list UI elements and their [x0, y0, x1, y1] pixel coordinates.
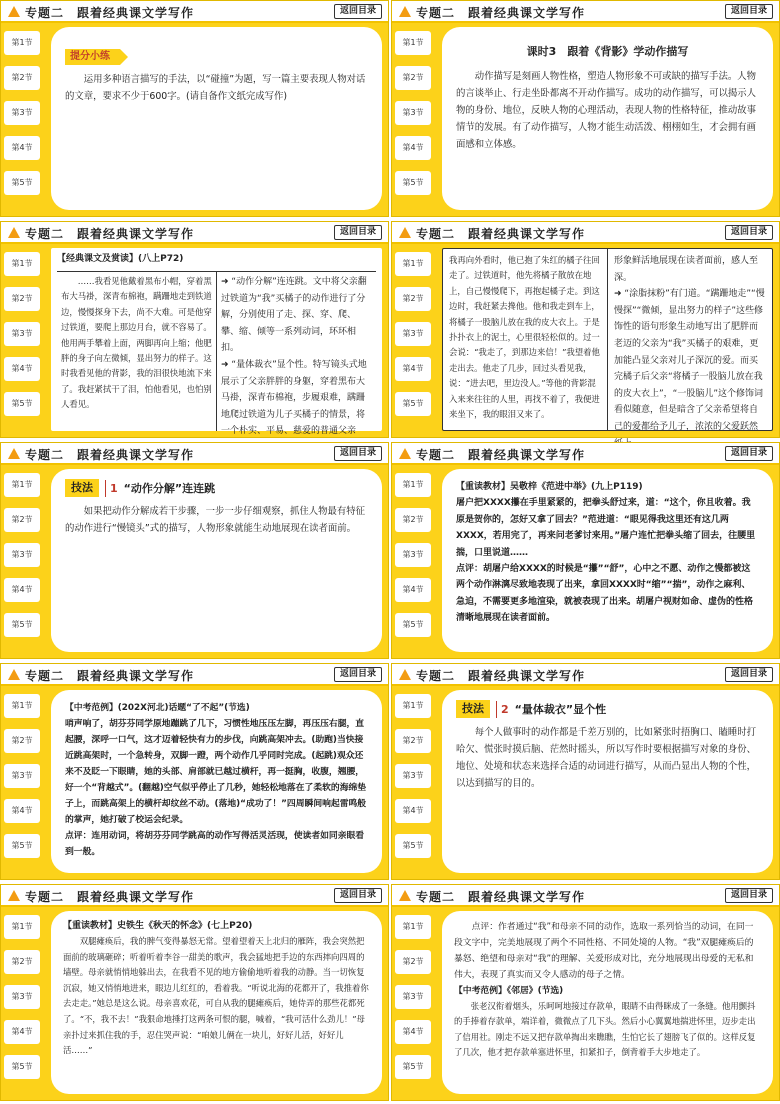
- nav-item-2[interactable]: 第2节: [395, 950, 431, 974]
- section-nav: [4, 31, 40, 195]
- slide-6: [391, 442, 780, 659]
- nav-item-1[interactable]: 第1节: [395, 915, 431, 939]
- nav-item-4[interactable]: 第4节: [4, 799, 40, 823]
- method-text: 如果把动作分解成若干步骤，一步一步仔细观察，抓住人物最有特征的动作进行“慢镜头”式的描写，人物形象就能生动地展现在读者面前。: [65, 506, 366, 534]
- two-column: [57, 271, 376, 437]
- slide-header: [392, 885, 779, 907]
- nav-item-5[interactable]: 第5节: [4, 171, 40, 195]
- nav-item-2[interactable]: 第2节: [4, 66, 40, 90]
- nav-item-4[interactable]: 第4节: [4, 1020, 40, 1044]
- return-button[interactable]: 返回目录: [725, 667, 773, 682]
- nav-item-4[interactable]: 第4节: [4, 357, 40, 381]
- triangle-icon: [8, 890, 20, 901]
- section-heading: 【经典课文及赏读】(八上P72): [57, 254, 184, 264]
- excerpt-text: 我再向外看时，他已抱了朱红的橘子往回走了。过铁道时，他先将橘子散放在地上，自己慢慢爬下，再抱起橘子走。到这边时，我赶紧去搀他。他和我走到车上，将橘子一股脑儿放在我的皮大衣上。于是扑扑衣上的泥土，心里很轻松似的。过一会说：“我走了，到那边来信！”我望着他走出去。他走了几步，回过头看见我，说：“进去吧，里边没人。”等他的背影混入来来往往的人里，再找不着了，我便进来坐下，我的眼泪又来了。: [449, 255, 600, 420]
- section-nav: [395, 252, 431, 416]
- method-number: 1: [105, 480, 118, 497]
- practice-text: 运用多种语言描写的手法，以“碰撞”为题，写一篇主要表现人物对话的文章，要求不少于600字。(请自备作文纸完成写作): [65, 74, 366, 102]
- section-nav: [395, 31, 431, 195]
- comment-text: 点评：胡屠户给XXXX的时候是“攥”“舒”，心中之不愿、动作之慢都被这两个动作淋漓尽致地表现了出来，拿回XXXX时“缩”“揣”，动作之麻利、急迫，不需要更多地渲染，就被表现了出来。胡屠户视财如命、虚伪的性格清晰地展现在读者面前。: [456, 564, 754, 624]
- slide-title: 专题二 跟着经典课文学写作: [416, 227, 586, 241]
- excerpt-text: 双腿瘫痪后，我的脾气变得暴怒无常。望着望着天上北归的雁阵，我会突然把面前的玻璃砸碎；听着听着李谷一甜美的歌声，我会猛地把手边的东西摔向四周的墙壁。母亲就悄悄地躲出去，在我看不见的地方偷偷地听着我的动静。当一切恢复沉寂，她又悄悄地进来，眼边儿红红的，看着我。“听说北海的花都开了，我推着你去走走。”她总是这么说。母亲喜欢花，可自从我的腿瘫痪后，她侍弄的那些花都死了。“不，我不去！”我狠命地捶打这两条可恨的腿，喊着，“我可活什么劲儿！”母亲扑过来抓住我的手，忍住哭声说：“咱娘儿俩在一块儿，好好儿活，好好儿活……”: [63, 936, 369, 1056]
- nav-item-4[interactable]: 第4节: [4, 136, 40, 160]
- nav-item-3[interactable]: 第3节: [395, 101, 431, 125]
- slide-2: [391, 0, 780, 217]
- return-button[interactable]: 返回目录: [334, 225, 382, 240]
- nav-item-1[interactable]: 第1节: [4, 694, 40, 718]
- return-button[interactable]: 返回目录: [725, 225, 773, 240]
- nav-item-1[interactable]: 第1节: [395, 252, 431, 276]
- method-title: “量体裁衣”显个性: [514, 702, 607, 716]
- slide-header: [1, 222, 388, 244]
- section-heading: 【中考范例】《邻居》(节选): [454, 986, 564, 996]
- nav-item-5[interactable]: 第5节: [4, 613, 40, 637]
- nav-item-5[interactable]: 第5节: [395, 171, 431, 195]
- content-panel: [51, 27, 382, 210]
- slide-header: [1, 443, 388, 465]
- practice-tag: 提分小练: [65, 49, 120, 65]
- slide-header: [392, 1, 779, 23]
- slide-7: [0, 663, 389, 880]
- method-heading: [456, 700, 759, 718]
- nav-item-1[interactable]: 第1节: [4, 915, 40, 939]
- section-nav: [4, 694, 40, 858]
- slide-8: [391, 663, 780, 880]
- slide-title: 专题二 跟着经典课文学写作: [416, 6, 586, 20]
- analysis-point-2: ➜ “量体裁衣”显个性。特写镜头式地展示了父亲胖胖的身躯，穿着黑布大马褂，深青布棉袍，步履艰难，蹒跚地爬过铁道为儿子买橘子的情景，将一个朴实、平易、慈爱的普通父亲: [221, 359, 367, 437]
- triangle-icon: [399, 6, 411, 17]
- section-heading: 【重读教材】史铁生《秋天的怀念》(七上P20): [63, 921, 253, 931]
- return-button[interactable]: 返回目录: [334, 446, 382, 461]
- slide-header: [1, 664, 388, 686]
- slide-header: [1, 1, 388, 23]
- method-heading: [65, 479, 368, 497]
- section-heading: 【中考范例】(202X河北)话题“了不起”(节选): [65, 703, 250, 713]
- method-badge: 技法: [65, 479, 99, 497]
- nav-item-4[interactable]: 第4节: [395, 357, 431, 381]
- analysis-point-1: ➜ “动作分解”连连跳。文中将父亲翻过铁道为“我”买橘子的动作进行了分解，分别使用了走、探、穿、爬、攀、缩、倾等一系列动词，环环相扣。: [221, 277, 367, 354]
- content-panel: [442, 469, 773, 652]
- slide-title: 专题二 跟着经典课文学写作: [416, 448, 586, 462]
- content-panel: [442, 248, 773, 431]
- nav-item-2[interactable]: 第2节: [4, 729, 40, 753]
- slide-10: [391, 884, 780, 1101]
- slide-5: [0, 442, 389, 659]
- excerpt-column: [57, 272, 217, 431]
- example-text: 张老汉衔着烟头，乐呵呵地接过存款单，眼睛不由得眯成了一条缝。他用颤抖的手捧着存款单，端详着，微微点了几下头。然后小心翼翼地揣进怀里，迈步走出了信用社。刚走不远又把存款单掏出来瞧瞧，生怕它长了翅膀飞了似的。这样反复了几次，他才把存款单塞进怀里，扣紧扣子，倒背着手大步地走了。: [454, 1001, 756, 1058]
- nav-item-3[interactable]: 第3节: [395, 543, 431, 567]
- slide-header: [392, 222, 779, 244]
- section-heading: 【重读教材】吴敬梓《范进中举》(九上P119): [456, 482, 643, 492]
- return-button[interactable]: 返回目录: [725, 4, 773, 19]
- method-title: “动作分解”连连跳: [123, 481, 216, 495]
- example-text: 哨声响了，胡芬芬同学原地蹦跳了几下，习惯性地压压左脚，再压压右腿，直起腰，深呼一口气，这才迈着轻快有力的步伐，向跳高架冲去。(助跑)当快接近跳高架时，一个急转身，双脚一蹬，两个动作几乎同时完成。(起跳)观众还来不及眨一下眼睛，她的头部、肩部就已越过横杆，再一挺胸，收腹，翘腰，好一个“背越式”。(翻越)空气似乎停止了几秒，她轻松地落在了柔软的海绵垫子上，而跳高架上的横杆却纹丝不动。(落地)“成功了！”四周瞬间响起雷鸣般的掌声，她打破了校运会纪录。: [65, 719, 367, 825]
- content-panel: [51, 911, 382, 1094]
- content-panel: [442, 690, 773, 873]
- slide-3: [0, 221, 389, 438]
- triangle-icon: [8, 227, 20, 238]
- section-nav: [395, 915, 431, 1079]
- nav-item-1[interactable]: 第1节: [4, 473, 40, 497]
- slide-title: 专题二 跟着经典课文学写作: [25, 669, 195, 683]
- triangle-icon: [399, 448, 411, 459]
- section-nav: [4, 252, 40, 416]
- nav-item-3[interactable]: 第3节: [4, 322, 40, 346]
- nav-item-5[interactable]: 第5节: [4, 392, 40, 416]
- nav-item-4[interactable]: 第4节: [395, 799, 431, 823]
- content-panel: [442, 27, 773, 210]
- analysis-column: [217, 272, 376, 437]
- excerpt-text: ……我看见他戴着黑布小帽，穿着黑布大马褂，深青布棉袍，蹒跚地走到铁道边，慢慢探身下去，尚不大难。可是他穿过铁道，要爬上那边月台，就不容易了。他用两手攀着上面，两脚再向上缩；他肥胖的身子向左微倾，显出努力的样子。这时我看见他的背影，我的泪很快地流下来了。我赶紧拭干了泪，怕他看见，也怕别人看见。: [61, 276, 212, 410]
- nav-item-1[interactable]: 第1节: [4, 252, 40, 276]
- slide-header: [1, 885, 388, 907]
- triangle-icon: [8, 669, 20, 680]
- nav-item-3[interactable]: 第3节: [4, 101, 40, 125]
- nav-item-3[interactable]: 第3节: [4, 543, 40, 567]
- triangle-icon: [399, 227, 411, 238]
- slide-header: [392, 664, 779, 686]
- slide-title: 专题二 跟着经典课文学写作: [25, 448, 195, 462]
- excerpt-column: [443, 249, 608, 430]
- comment-text: 点评：连用动词，将胡芬芬同学跳高的动作写得活灵活现，使读者如同亲眼看到一般。: [65, 831, 365, 857]
- triangle-icon: [8, 6, 20, 17]
- excerpt-text: 屠户把XXXX攥在手里紧紧的，把拳头舒过来，道：“这个，你且收着。我原是贺你的，怎好又拿了回去？”范进道：“眼见得我这里还有这几两XXXX，若用完了，再来问老爹讨来用。”屠户连忙把拳头缩了回去，往腰里揣，口里说道……: [456, 498, 756, 558]
- method-badge: 技法: [456, 700, 490, 718]
- section-nav: [4, 915, 40, 1079]
- nav-item-2[interactable]: 第2节: [395, 287, 431, 311]
- nav-item-2[interactable]: 第2节: [4, 950, 40, 974]
- return-button[interactable]: 返回目录: [725, 888, 773, 903]
- nav-item-1[interactable]: 第1节: [395, 473, 431, 497]
- two-column: [443, 249, 772, 430]
- nav-item-5[interactable]: 第5节: [4, 834, 40, 858]
- slide-9: [0, 884, 389, 1101]
- lesson-title: 课时3 跟着《背影》学动作描写: [526, 45, 689, 58]
- analysis-point-3: ➜ “涂脂抹粉”有门道。“蹒跚地走”“慢慢探”“微倾，显出努力的样子”这些修饰性的语句形象生动地写出了肥胖而老迈的父亲为“我”买橘子的艰难，更加能凸显父亲对儿子深沉的爱。而买完橘子后父亲“将橘子一股脑儿放在我的皮大衣上”，“一股脑儿”这个修饰词看似随意，但是暗含了父亲希望将自己的爱都给予儿子，浓浓的父爱跃然: [614, 289, 765, 432]
- triangle-icon: [399, 890, 411, 901]
- slide-title: 专题二 跟着经典课文学写作: [416, 669, 586, 683]
- triangle-icon: [8, 448, 20, 459]
- nav-item-5[interactable]: 第5节: [395, 1055, 431, 1079]
- section-nav: [4, 473, 40, 637]
- nav-item-4[interactable]: 第4节: [395, 1020, 431, 1044]
- content-panel: [51, 690, 382, 873]
- slide-1: [0, 0, 389, 217]
- nav-item-3[interactable]: 第3节: [395, 764, 431, 788]
- nav-item-3[interactable]: 第3节: [395, 985, 431, 1009]
- slide-title: 专题二 跟着经典课文学写作: [416, 890, 586, 904]
- nav-item-3[interactable]: 第3节: [4, 985, 40, 1009]
- content-panel: [51, 469, 382, 652]
- nav-item-2[interactable]: 第2节: [395, 66, 431, 90]
- section-nav: [395, 694, 431, 858]
- return-button[interactable]: 返回目录: [334, 4, 382, 19]
- method-text: 每个人做事时的动作都是千差万别的，比如紧张时捂胸口、瞌睡时打哈欠、慌张时摸后脑、茫然时摇头，所以写作时要根据描写对象的身份、地位、处境和状态来选择合适的动词进行描写，从而凸显出人物的个性，以达到描写的目的。: [456, 727, 757, 789]
- nav-item-5[interactable]: 第5节: [395, 392, 431, 416]
- slide-header: [392, 443, 779, 465]
- nav-item-4[interactable]: 第4节: [4, 578, 40, 602]
- nav-item-4[interactable]: 第4节: [395, 136, 431, 160]
- triangle-icon: [399, 669, 411, 680]
- return-button[interactable]: 返回目录: [334, 667, 382, 682]
- section-nav: [395, 473, 431, 637]
- nav-item-1[interactable]: 第1节: [4, 31, 40, 55]
- method-number: 2: [496, 701, 509, 718]
- nav-item-3[interactable]: 第3节: [4, 764, 40, 788]
- nav-item-1[interactable]: 第1节: [395, 694, 431, 718]
- comment-text: 点评：作者通过“我”和母亲不同的动作，选取一系列恰当的动词，在同一段文字中，完美地展现了两个不同性格、不同处境的人物。“我”双腿瘫痪后的暴怒、绝望和母亲对“我”的理解、关爱形成对比，充分地展现出母爱的无私和伟大，表现了真实而又令人感动的母子之情。: [454, 922, 754, 980]
- nav-item-2[interactable]: 第2节: [395, 729, 431, 753]
- content-panel: [442, 911, 773, 1094]
- nav-item-2[interactable]: 第2节: [395, 508, 431, 532]
- lesson-intro: 动作描写是刻画人物性格，塑造人物形象不可或缺的描写手法。人物的言谈举止、行走坐卧都离不开动作描写。成功的动作描写，可以揭示人物的身份、地位，反映人物的心理活动，表现人物的性格特征，推动故事情节的发展。有了动作描写，人物才能生动活泼、栩栩如生，才会拥有画面感和立体感。: [456, 71, 757, 150]
- slide-4: [391, 221, 780, 438]
- return-button[interactable]: 返回目录: [725, 446, 773, 461]
- slide-title: 专题二 跟着经典课文学写作: [25, 890, 195, 904]
- nav-item-3[interactable]: 第3节: [395, 322, 431, 346]
- nav-item-5[interactable]: 第5节: [395, 613, 431, 637]
- content-panel: [51, 248, 382, 437]
- nav-item-2[interactable]: 第2节: [4, 508, 40, 532]
- slide-title: 专题二 跟着经典课文学写作: [25, 6, 195, 20]
- nav-item-2[interactable]: 第2节: [4, 287, 40, 311]
- nav-item-5[interactable]: 第5节: [4, 1055, 40, 1079]
- analysis-continued: 形象鲜活地展现在读者面前，感人至深。: [614, 256, 759, 283]
- return-button[interactable]: 返回目录: [334, 888, 382, 903]
- nav-item-1[interactable]: 第1节: [395, 31, 431, 55]
- nav-item-4[interactable]: 第4节: [395, 578, 431, 602]
- slide-title: 专题二 跟着经典课文学写作: [25, 227, 195, 241]
- nav-item-5[interactable]: 第5节: [395, 834, 431, 858]
- analysis-column: [608, 249, 772, 430]
